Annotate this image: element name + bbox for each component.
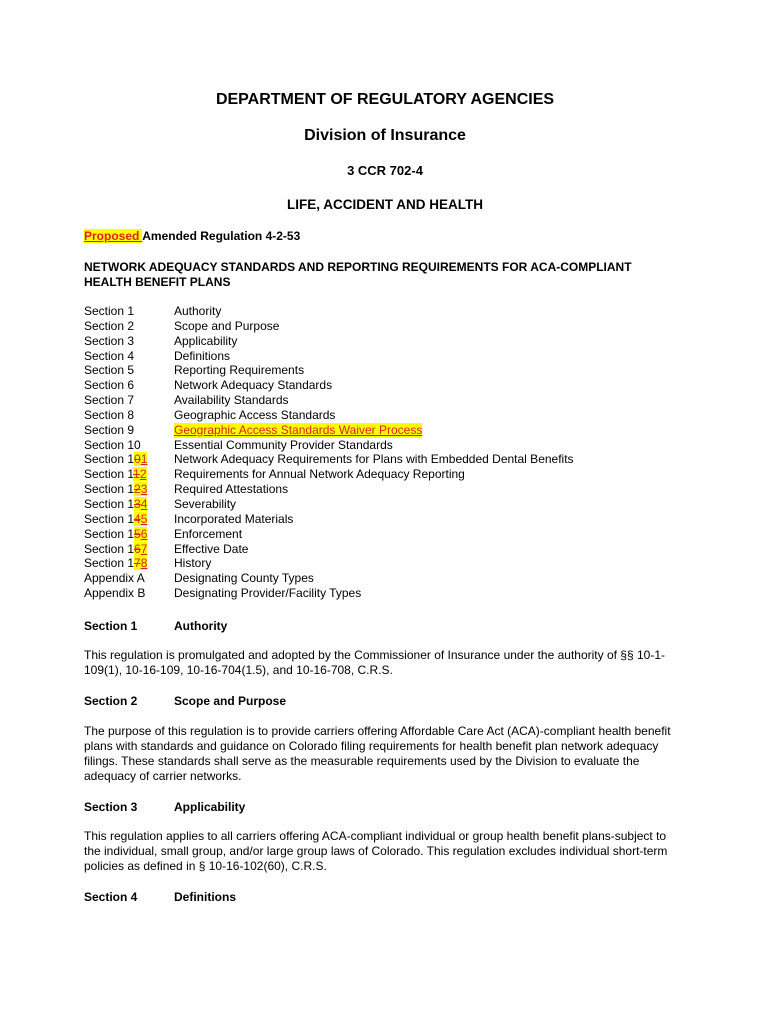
toc-row (84, 467, 684, 482)
toc-number-inserted: 1 (140, 452, 148, 467)
toc-row (84, 527, 684, 542)
toc-number-revised (84, 512, 147, 527)
toc-number: Section 10 (84, 437, 141, 452)
toc-row (84, 393, 684, 408)
toc-number-prefix: Section 1 (84, 452, 135, 467)
toc-title: History (174, 556, 212, 571)
section-3-text: This regulation applies to all carriers offering ACA-compliant individual or group health benefit plans-subject to the individual, small group, and/or large group laws of Colorado. This regulation excludes individual short-term policies as defined in § 10-16-102(60), C.R.S. (84, 829, 668, 873)
toc-number-deleted: 0 (134, 452, 141, 467)
toc-number-deleted: 6 (134, 541, 141, 556)
section-title: Authority (174, 619, 228, 633)
toc-number-inserted: 8 (140, 556, 148, 571)
toc-number-revised (84, 467, 147, 482)
toc-title: Essential Community Provider Standards (174, 437, 393, 452)
toc-title: Effective Date (174, 541, 249, 556)
toc-row (84, 349, 684, 364)
toc-number: Section 8 (84, 407, 135, 422)
toc-title: Designating County Types (174, 571, 314, 586)
toc-number-prefix: Section 1 (84, 541, 135, 556)
toc-number: Section 7 (84, 393, 135, 408)
toc-number-deleted: 7 (134, 556, 141, 571)
toc-row (84, 497, 684, 512)
toc-row (84, 542, 684, 557)
toc-title: Authority (174, 304, 222, 318)
toc-number-deleted: 5 (134, 526, 141, 541)
toc-title: Severability (174, 496, 237, 511)
toc-number: Section 4 (84, 348, 135, 363)
toc-title: Designating Provider/Facility Types (174, 586, 362, 601)
toc-number-deleted: 1 (133, 467, 140, 482)
section-number: Section 2 (84, 694, 138, 708)
ccr-heading: 3 CCR 702-4 (347, 163, 423, 178)
category-heading: LIFE, ACCIDENT AND HEALTH (287, 197, 483, 212)
toc-title: Incorporated Materials (174, 511, 294, 526)
toc-number-inserted: 3 (140, 482, 148, 497)
toc-row (84, 482, 684, 497)
toc-number-revised (84, 497, 147, 512)
toc-row (84, 363, 684, 378)
toc-row (84, 438, 684, 453)
toc-title-inserted: Geographic Access Standards Waiver Process (174, 422, 423, 437)
toc-number: Section 6 (84, 378, 135, 393)
division-heading: Division of Insurance (304, 127, 466, 144)
department-heading: DEPARTMENT OF REGULATORY AGENCIES (215, 91, 555, 108)
toc-number-prefix: Section 1 (84, 556, 135, 571)
section-2-text: The purpose of this regulation is to provide carriers offering Affordable Care Act (ACA)-compliant health benefit plans with standards and guidance on Colorado filing requirements for health benefit plan network adequacy filings. These standards shall serve as the measurable requirements used by the Division to evaluate the adequacy of carrier networks. (84, 724, 671, 783)
toc-number-prefix: Section 1 (84, 496, 135, 511)
toc-number-revised (84, 542, 147, 557)
toc-number-inserted: 5 (140, 511, 148, 526)
toc-number-inserted: 2 (139, 467, 147, 482)
toc-title: Availability Standards (174, 393, 289, 408)
toc-number-deleted: 4 (134, 511, 141, 526)
toc-row (84, 452, 684, 467)
toc-number-inserted: 7 (140, 541, 148, 556)
toc-row (84, 556, 684, 571)
toc-row (84, 571, 684, 586)
regulation-line (84, 229, 300, 243)
section-number: Section 1 (84, 619, 138, 633)
section-title: Definitions (174, 890, 236, 904)
toc-number-inserted: 6 (140, 526, 148, 541)
regulation-title: NETWORK ADEQUACY STANDARDS AND REPORTING REQUIREMENTS FOR ACA-COMPLIANT HEALTH BENEFIT PLANS (84, 260, 632, 289)
toc-number-revised (84, 482, 147, 497)
toc-title: Reporting Requirements (174, 363, 305, 378)
toc-row (84, 319, 684, 334)
toc-title: Required Attestations (174, 482, 289, 497)
toc-number: Section 1 (84, 304, 135, 318)
toc-row (84, 304, 684, 319)
proposed-highlight: Proposed (84, 229, 143, 243)
toc-number: Appendix B (84, 586, 146, 601)
toc-number-revised (84, 556, 147, 571)
section-number: Section 4 (84, 890, 138, 904)
toc-title: Network Adequacy Standards (174, 378, 333, 393)
toc-row (84, 512, 684, 527)
toc-number-prefix: Section 1 (84, 482, 135, 497)
toc-title: Applicability (174, 333, 238, 348)
toc-number: Section 3 (84, 333, 135, 348)
toc-number-revised (84, 527, 147, 542)
section-1-text: This regulation is promulgated and adopted by the Commissioner of Insurance under the authority of §§ 10-1-109(1), 10-16-109, 10-16-704(1.5), and 10-16-708, C.R.S. (84, 648, 666, 677)
section-1-heading (84, 619, 228, 633)
toc-title: Network Adequacy Requirements for Plans with Embedded Dental Benefits (174, 452, 574, 467)
toc-title: Definitions (174, 348, 231, 363)
toc-number-prefix: Section 1 (84, 467, 134, 482)
section-4-heading (84, 890, 236, 904)
section-number: Section 3 (84, 800, 138, 814)
toc-row (84, 334, 684, 349)
toc-title: Scope and Purpose (174, 318, 280, 333)
toc-row (84, 423, 684, 438)
toc-number: Appendix A (84, 571, 145, 586)
toc-row (84, 378, 684, 393)
toc-number: Section 2 (84, 318, 135, 333)
toc-number-revised (84, 452, 147, 467)
section-3-heading (84, 800, 246, 814)
regulation-label: Amended Regulation 4-2-53 (142, 229, 301, 243)
toc-number-prefix: Section 1 (84, 526, 135, 541)
toc-title: Geographic Access Standards (174, 407, 336, 422)
toc-title: Enforcement (174, 526, 243, 541)
toc-number-prefix: Section 1 (84, 511, 135, 526)
toc-number: Section 9 (84, 422, 135, 437)
toc-title: Requirements for Annual Network Adequacy Reporting (174, 467, 465, 482)
toc-row (84, 586, 684, 601)
section-2-heading (84, 694, 287, 708)
toc-number-deleted: 3 (134, 496, 141, 511)
section-title: Applicability (174, 800, 246, 814)
toc-number-inserted: 4 (140, 496, 148, 511)
toc-row (84, 408, 684, 423)
section-title: Scope and Purpose (174, 694, 287, 708)
toc-number-deleted: 2 (134, 482, 141, 497)
toc-number: Section 5 (84, 363, 135, 378)
table-of-contents (84, 304, 684, 601)
